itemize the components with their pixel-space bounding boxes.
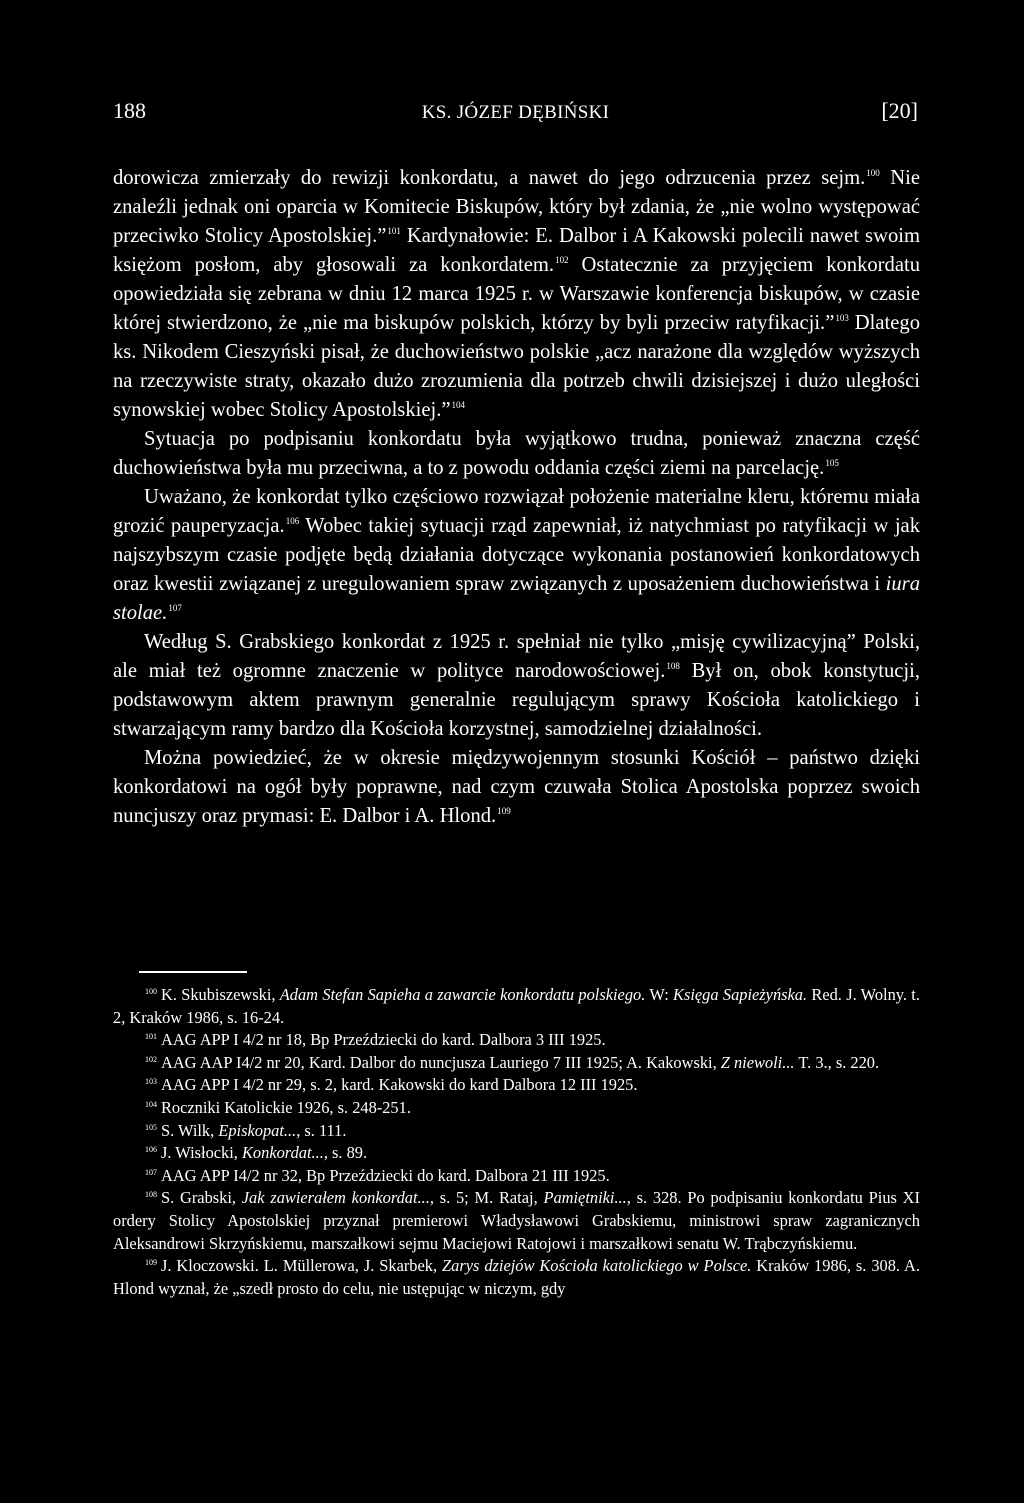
- paragraph-2: [113, 425, 920, 483]
- body-text: [113, 164, 920, 831]
- footnote-number: 106: [145, 1145, 157, 1155]
- footnote-101: [113, 1029, 920, 1052]
- footnote-number: 100: [145, 987, 157, 996]
- paragraph-4: [113, 628, 920, 744]
- footnote-number: 108: [145, 1190, 157, 1200]
- footnote-number: 102: [145, 1054, 157, 1064]
- footnote-italic: Zarys dziejów Kościoła katolickiego w Polsce.: [442, 1256, 752, 1276]
- footnote-text: W:: [645, 985, 674, 1004]
- footnote-text: S. Wilk,: [161, 1120, 219, 1140]
- footnote-ref-101[interactable]: 101: [387, 226, 401, 236]
- running-title: KS. JÓZEF DĘBIŃSKI: [421, 102, 610, 123]
- footnote-text: AAG APP I4/2 nr 32, Bp Przeździecki do kard. Dalbora 21 III 1925.: [161, 1165, 610, 1185]
- running-head: [113, 98, 918, 132]
- footnote-ref-108[interactable]: 108: [666, 661, 680, 671]
- footnote-number: 103: [145, 1077, 157, 1087]
- footnote-106: [113, 1142, 920, 1165]
- footnote-text: AAG APP I 4/2 nr 29, s. 2, kard. Kakowski do kard Dalbora 12 III 1925.: [161, 1075, 638, 1095]
- paragraph-5: [113, 744, 920, 831]
- footnote-ref-102[interactable]: 102: [555, 255, 569, 265]
- footnote-ref-109[interactable]: 109: [497, 806, 511, 816]
- footnotes: [113, 984, 920, 1300]
- footnote-text: , s. 5; M. Rataj,: [429, 1188, 544, 1208]
- text-run: Według S. Grabskiego konkordat z 1925 r. spełniał nie tylko „misję cywilizacyjną” Polski, ale miał też ogromne znaczenie w polityce narodowościowej.: [113, 631, 920, 682]
- footnote-text: Kraków 1986, s. 308. A. Hlond wyznał, że „szedł prosto do celu, nie ustępując w niczym, gdy: [113, 1256, 920, 1298]
- footnote-text: Roczniki Katolickie 1926, s. 248-251.: [161, 1097, 411, 1117]
- footnote-italic: Księga Sapieżyńska.: [673, 985, 808, 1004]
- footnote-italic: Episkopat...: [218, 1120, 297, 1140]
- footnote-italic: Konkordat...: [242, 1143, 324, 1163]
- section-number: [20]: [881, 98, 918, 123]
- text-run: Można powiedzieć, że w okresie międzywojennym stosunki Kościół – państwo dzięki konkordatowi na ogół były poprawne, nad czym czuwała Stolica Apostolska poprzez swoich nuncjuszy oraz prymasi: E. Dalbor i A. Hlond.: [113, 747, 920, 827]
- footnote-text: T. 3., s. 220.: [794, 1052, 880, 1072]
- footnote-102: [113, 1052, 920, 1075]
- footnote-104: [113, 1097, 920, 1120]
- text-run: Kardynałowie: E. Dalbor i A Kakowski polecili nawet swoim księżom posłom, aby głosowali za konkordatem.: [113, 225, 920, 276]
- footnote-ref-107[interactable]: 107: [168, 603, 182, 613]
- text-run: Wobec takiej sytuacji rząd zapewniał, iż natychmiast po ratyfikacji w jak najszybszym czasie podjęte będą działania dotyczące wykonania postanowień konkordatowych oraz kwestii związanej z uregulowaniem spraw związanych z uposażeniem duchowieństwa i: [113, 515, 920, 595]
- footnote-ref-106[interactable]: 106: [285, 516, 300, 526]
- paragraph-1: [113, 164, 920, 425]
- footnote-text: Red. J. Wolny. t. 2, Kraków 1986, s. 16-24.: [113, 985, 920, 1027]
- text-run: Nie znaleźli jednak oni oparcia w Komitecie Biskupów, który był zdania, że „nie wolno występować przeciwko Stolicy Apostolskiej.”: [113, 167, 920, 247]
- footnote-number: 107: [145, 1167, 157, 1177]
- footnote-ref-100[interactable]: 100: [866, 168, 880, 178]
- text-run: Ostatecznie za przyjęciem konkordatu opowiedziała się zebrana w dniu 12 marca 1925 r. w Warszawie konferencja biskupów, w czasie której stwierdzono, że „nie ma biskupów polskich, którzy by byli przeciw ratyfikacji.”: [113, 254, 921, 334]
- footnote-text: J. Kloczowski. L. Müllerowa, J. Skarbek,: [161, 1256, 443, 1276]
- footnote-italic: Jak zawierałem konkordat...: [241, 1188, 430, 1208]
- text-run: dorowicza zmierzały do rewizji konkordatu, a nawet do jego odrzucenia przez sejm.: [113, 167, 866, 189]
- footnote-number: 109: [145, 1258, 157, 1268]
- text-run: Sytuacja po podpisaniu konkordatu była wyjątkowo trudna, ponieważ znaczna część duchowieństwa była mu przeciwna, a to z powodu oddania części ziemi na parcelację.: [113, 428, 920, 479]
- footnote-number: 104: [145, 1099, 157, 1109]
- footnote-107: [113, 1165, 920, 1188]
- footnote-number: 101: [145, 1032, 157, 1042]
- text-run: Uważano, że konkordat tylko częściowo rozwiązał położenie materialne kleru, któremu miała grozić pauperyzacja.: [113, 486, 920, 537]
- footnote-italic: Z niewoli...: [720, 1052, 795, 1072]
- footnote-text: AAG AAP I4/2 nr 20, Kard. Dalbor do nuncjusza Lauriego 7 III 1925; A. Kakowski,: [161, 1052, 721, 1072]
- footnote-number: 105: [145, 1122, 157, 1132]
- footnote-ref-103[interactable]: 103: [835, 313, 849, 323]
- footnote-italic: Pamiętniki...: [543, 1188, 627, 1208]
- footnote-109: [113, 1255, 920, 1300]
- italic-term: iura stolae.: [113, 573, 920, 624]
- footnote-103: [113, 1074, 920, 1097]
- footnote-text: , s. 89.: [323, 1143, 368, 1163]
- footnote-108: [113, 1187, 920, 1255]
- footnote-105: [113, 1120, 920, 1143]
- footnote-text: , s. 328. Po podpisaniu konkordatu Pius XI ordery Stolicy Apostolskiej przyznał premierowi Władysławowi Grabskiemu, ministrowi spraw zagranicznych Aleksandrowi Skrzyńskiemu, marszałkowi sejmu Maciejowi Ratojowi i marszałkowi senatu W. Trąbczyńskiemu.: [113, 1188, 920, 1253]
- footnote-ref-104[interactable]: 104: [451, 400, 465, 410]
- footnote-text: K. Skubiszewski,: [161, 985, 280, 1004]
- footnote-100: [113, 984, 920, 1029]
- page-number: 188: [113, 98, 146, 123]
- text-run: Dlatego ks. Nikodem Cieszyński pisał, że duchowieństwo polskie „acz narażone dla względów wyższych na rzeczywiste straty, okazało dużo zrozumienia dla potrzeb chwili dzisiejszej i dużo uległości synowskiej wobec Stolicy Apostolskiej.”: [113, 312, 920, 421]
- footnote-ref-105[interactable]: 105: [825, 458, 839, 468]
- footnote-text: J. Wisłocki,: [161, 1143, 242, 1163]
- footnote-separator: [139, 971, 247, 973]
- footnote-text: AAG APP I 4/2 nr 18, Bp Przeździecki do kard. Dalbora 3 III 1925.: [161, 1030, 606, 1050]
- footnote-italic: Adam Stefan Sapieha a zawarcie konkordatu polskiego.: [279, 985, 646, 1004]
- footnote-text: S. Grabski,: [161, 1188, 242, 1208]
- text-run: Był on, obok konstytucji, podstawowym aktem prawnym generalnie regulującym sprawy Kościoła katolickiego i stwarzającym ramy bardzo dla Kościoła korzystnej, samodzielnej działalności.: [113, 660, 920, 740]
- paragraph-3: [113, 483, 920, 628]
- footnote-text: , s. 111.: [296, 1120, 347, 1140]
